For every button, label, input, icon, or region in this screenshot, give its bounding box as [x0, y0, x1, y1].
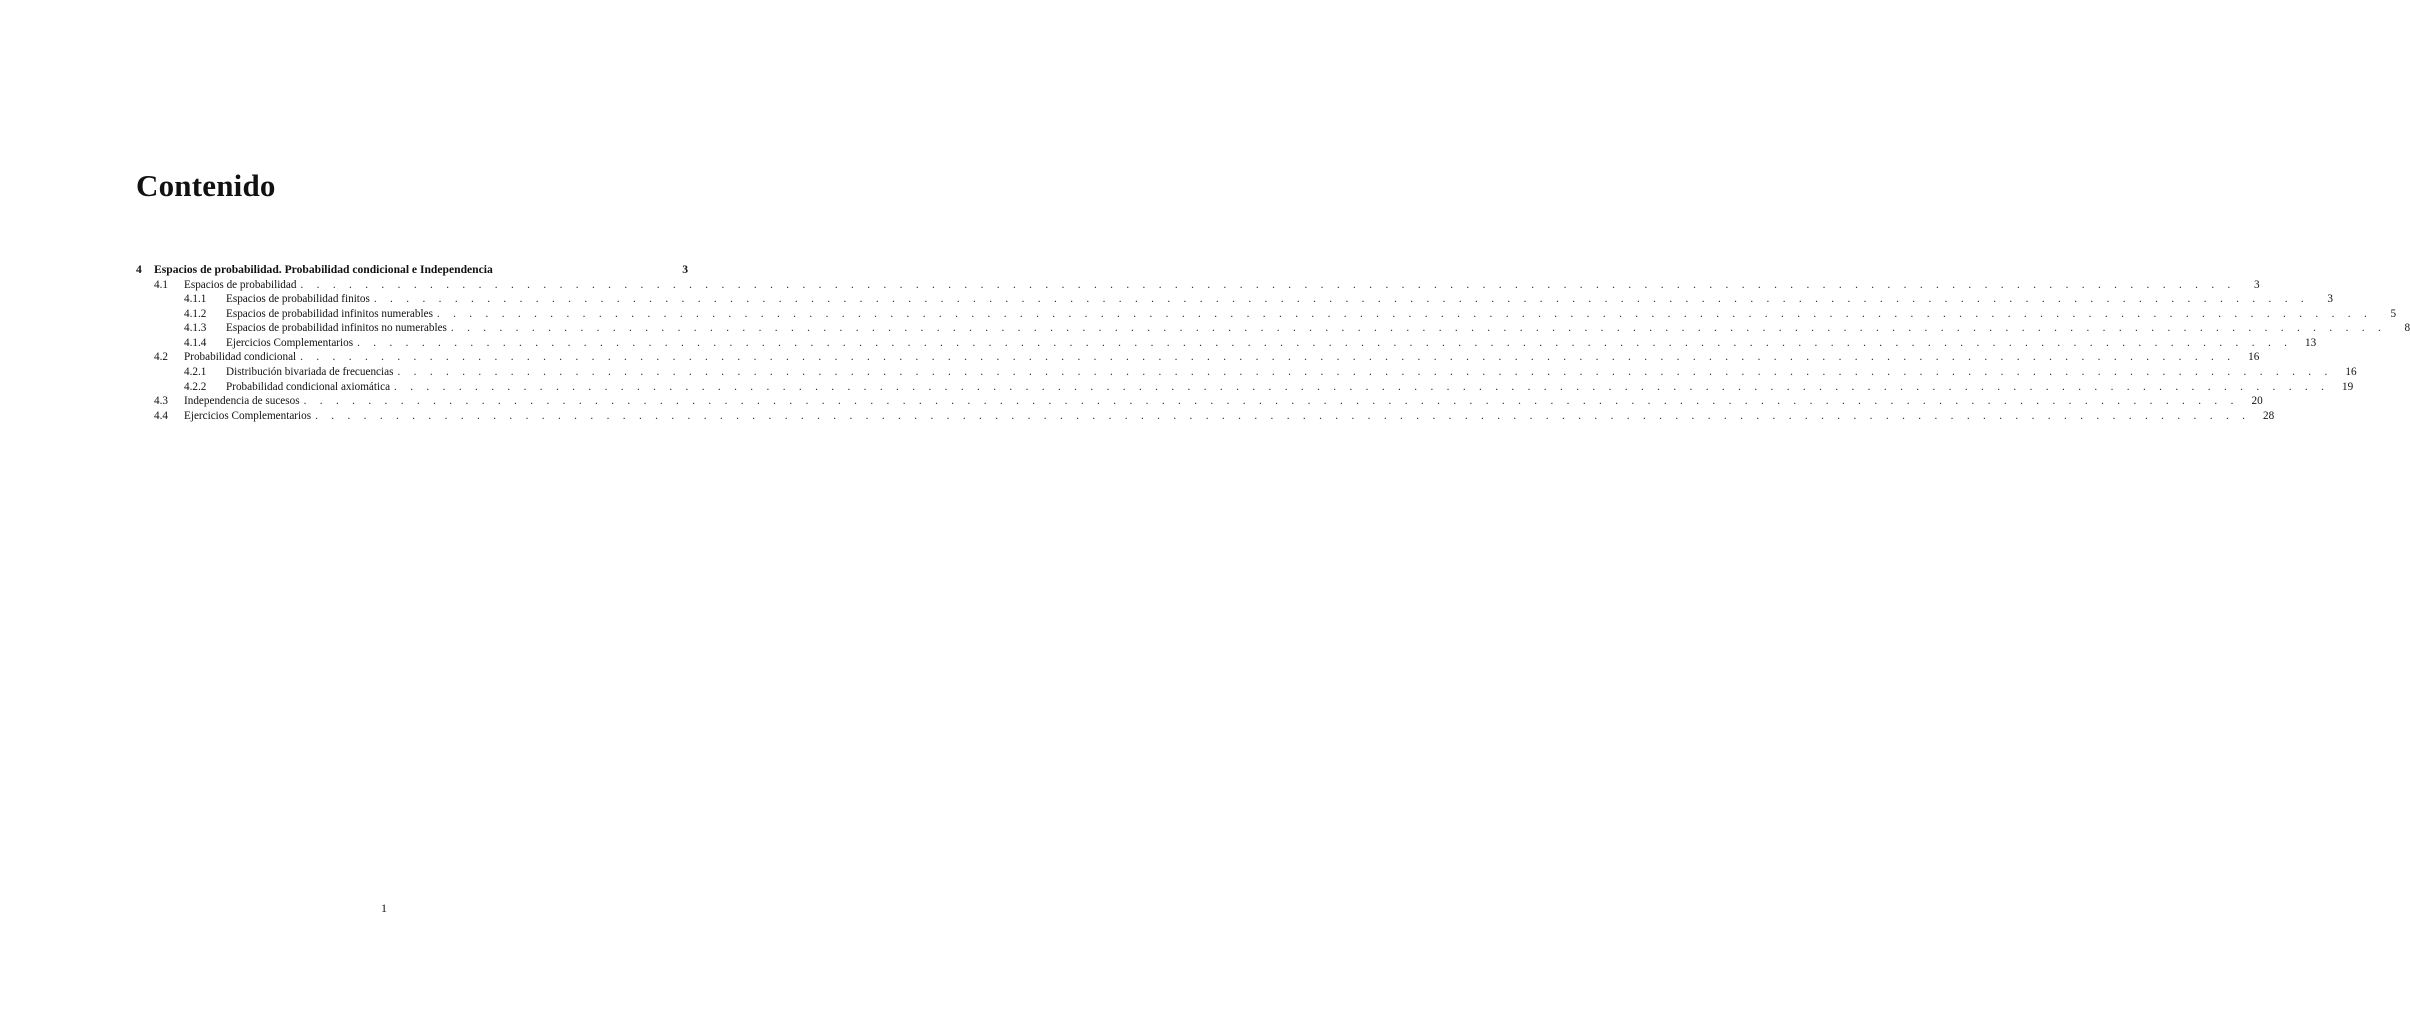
toc-dot-leader: . . . . . . . . . . . . . . . . . . . . . . . . . . . . . . . . . . . . . . . . . . . . . . . . . . . . . . . . . . . . . . . . . . . . . . . . . . . . . . . . . . . . . . . . . . . . . . . . . . . . . . . . . . . . . . . . . . . . . . . . — [315, 409, 2251, 422]
toc-entry-page: 8 — [2404, 322, 2410, 335]
toc-entry-page: 16 — [2345, 366, 2357, 379]
toc-subsection-entry[interactable] — [136, 292, 2334, 307]
toc-dot-leader: . . . . . . . . . . . . . . . . . . . . . . . . . . . . . . . . . . . . . . . . . . . . . . . . . . . . . . . . . . . . . . . . . . . . . . . . . . . . . . . . . . . . . . . . . . . . . . . . . . . . . . . . . . . . . . . . . . . . . . . . — [450, 322, 2387, 335]
toc-subsection-entry[interactable] — [136, 380, 2354, 395]
toc-entry-title: Independencia de sucesos — [184, 395, 300, 408]
toc-entry-page: 5 — [2390, 307, 2397, 320]
toc-dot-leader: . . . . . . . . . . . . . . . . . . . . . . . . . . . . . . . . . . . . . . . . . . . . . . . . . . . . . . . . . . . . . . . . . . . . . . . . . . . . . . . . . . . . . . . . . . . . . . . . . . . . . . . . . . . . . . . . . . . . . . . . — [397, 366, 2333, 379]
toc-section-entry[interactable] — [136, 409, 2275, 424]
toc-dot-leader: . . . . . . . . . . . . . . . . . . . . . . . . . . . . . . . . . . . . . . . . . . . . . . . . . . . . . . . . . . . . . . . . . . . . . . . . . . . . . . . . . . . . . . . . . . . . . . . . . . . . . . . . . . . . . . . . . . . . . . . . — [303, 395, 2239, 408]
toc-entry-page: 3 — [2327, 293, 2334, 306]
toc-dot-leader: . . . . . . . . . . . . . . . . . . . . . . . . . . . . . . . . . . . . . . . . . . . . . . . . . . . . . . . . . . . . . . . . . . . . . . . . . . . . . . . . . . . . . . . . . . . . . . . . . . . . . . . . . . . . . . . . . . . . . . . . — [436, 307, 2373, 320]
toc-entry-title: Espacios de probabilidad finitos — [226, 293, 370, 306]
toc-subsection-entry[interactable] — [136, 336, 2317, 351]
toc-entry-title: Espacios de probabilidad infinitos numerables — [226, 307, 433, 320]
toc-dot-leader: . . . . . . . . . . . . . . . . . . . . . . . . . . . . . . . . . . . . . . . . . . . . . . . . . . . . . . . . . . . . . . . . . . . . . . . . . . . . . . . . . . . . . . . . . . . . . . . . . . . . . . . . . . . . . . . . . . . . . . . . — [300, 351, 2236, 364]
toc-entry-number: 4 — [136, 263, 142, 276]
toc-entry-page: 28 — [2263, 409, 2275, 422]
toc-entry-number: 4.1 — [154, 278, 168, 291]
toc-section-entry[interactable] — [136, 278, 2260, 293]
toc-entry-number: 4.1.4 — [184, 336, 207, 349]
toc-entry-title: Espacios de probabilidad infinitos no numerables — [226, 322, 447, 335]
toc-entry-title: Probabilidad condicional axiomática — [226, 380, 391, 393]
toc-subsection-entry[interactable] — [136, 365, 2357, 380]
toc-entry-title: Ejercicios Complementarios — [226, 336, 354, 349]
toc-entry-title: Ejercicios Complementarios — [184, 409, 312, 422]
toc-entry-title: Probabilidad condicional — [184, 351, 297, 364]
toc-entry-page: 3 — [2254, 278, 2260, 291]
toc-subsection-entry[interactable] — [136, 321, 2410, 336]
toc-entry-title: Espacios de probabilidad. Probabilidad condicional e Independencia — [154, 263, 493, 276]
toc-entry-page: 16 — [2248, 351, 2260, 364]
toc-entry-title: Distribución bivariada de frecuencias — [226, 366, 394, 379]
page-title: Contenido — [136, 168, 276, 203]
page-number: 1 — [381, 901, 387, 915]
toc-section-entry[interactable] — [136, 350, 2260, 365]
toc-entry-number: 4.3 — [154, 395, 168, 408]
toc-entry-page: 13 — [2305, 336, 2317, 349]
toc-entry-number: 4.1.2 — [184, 307, 207, 320]
toc-dot-leader: . . . . . . . . . . . . . . . . . . . . . . . . . . . . . . . . . . . . . . . . . . . . . . . . . . . . . . . . . . . . . . . . . . . . . . . . . . . . . . . . . . . . . . . . . . . . . . . . . . . . . . . . . . . . . . . . . . . . . . . . — [357, 336, 2293, 349]
toc-entry-number: 4.2 — [154, 351, 168, 364]
toc-entry-page: 3 — [682, 263, 688, 276]
toc-dot-leader: . . . . . . . . . . . . . . . . . . . . . . . . . . . . . . . . . . . . . . . . . . . . . . . . . . . . . . . . . . . . . . . . . . . . . . . . . . . . . . . . . . . . . . . . . . . . . . . . . . . . . . . . . . . . . . . . . . . . . . . . — [300, 278, 2236, 291]
toc-entry-number: 4.2.2 — [184, 380, 207, 393]
toc-section-entry[interactable] — [136, 394, 2263, 409]
table-of-contents — [136, 262, 2410, 423]
toc-subsection-entry[interactable] — [136, 307, 2397, 322]
toc-entry-number: 4.2.1 — [184, 366, 207, 379]
toc-dot-leader: . . . . . . . . . . . . . . . . . . . . . . . . . . . . . . . . . . . . . . . . . . . . . . . . . . . . . . . . . . . . . . . . . . . . . . . . . . . . . . . . . . . . . . . . . . . . . . . . . . . . . . . . . . . . . . . . . . . . . . . . — [373, 293, 2310, 306]
toc-entry-title: Espacios de probabilidad — [184, 278, 297, 291]
toc-chapter-entry[interactable] — [136, 262, 688, 278]
toc-entry-number: 4.1.3 — [184, 322, 207, 335]
toc-dot-leader: . . . . . . . . . . . . . . . . . . . . . . . . . . . . . . . . . . . . . . . . . . . . . . . . . . . . . . . . . . . . . . . . . . . . . . . . . . . . . . . . . . . . . . . . . . . . . . . . . . . . . . . . . . . . . . . . . . . . . . . . — [394, 380, 2330, 393]
toc-entry-number: 4.4 — [154, 409, 168, 422]
toc-entry-page: 19 — [2342, 380, 2354, 393]
toc-entry-number: 4.1.1 — [184, 293, 207, 306]
toc-entry-page: 20 — [2251, 395, 2263, 408]
